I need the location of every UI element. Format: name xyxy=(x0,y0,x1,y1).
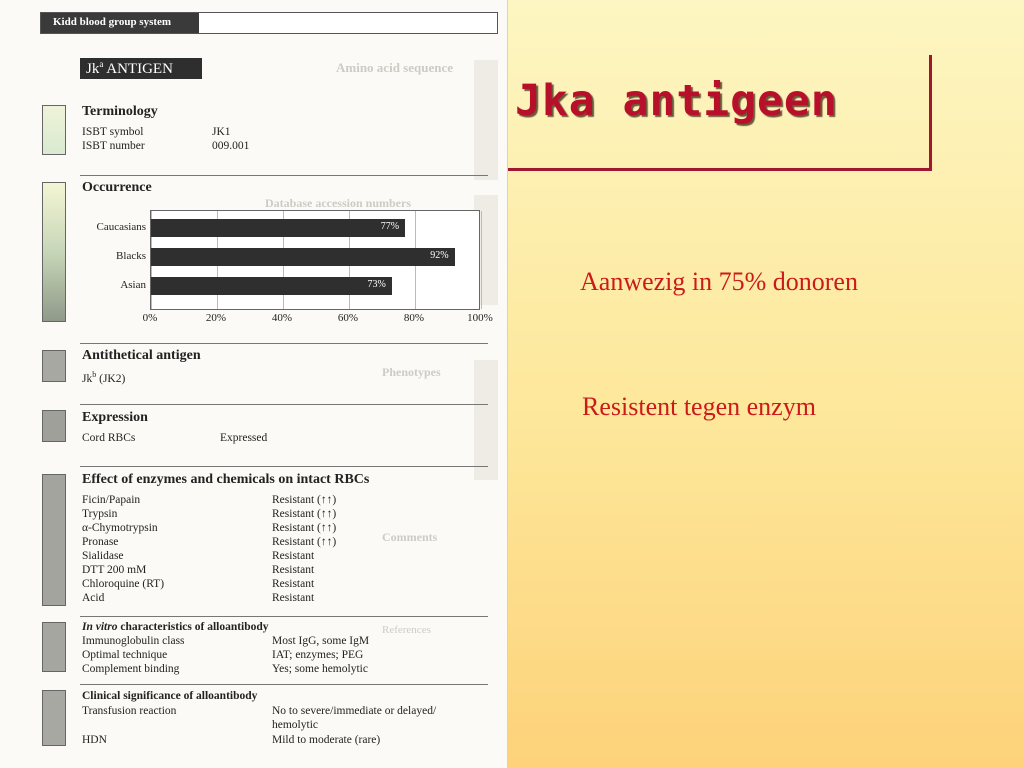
chapter-header xyxy=(40,12,498,34)
hdn-label: HDN xyxy=(82,734,107,746)
invitro-heading: In vitro characteristics of alloantibody xyxy=(82,621,269,633)
chart-gridline xyxy=(481,211,482,309)
divider xyxy=(80,466,488,467)
cord-rbcs-label: Cord RBCs xyxy=(82,432,136,444)
chart-category-label: Blacks xyxy=(116,250,146,262)
chart-tick-label: 100% xyxy=(467,312,493,324)
enzyme-row-value: Resistant (↑↑) xyxy=(272,536,337,548)
antithetical-heading: Antithetical antigen xyxy=(82,348,201,363)
divider xyxy=(80,175,488,176)
ghost-heading-5: References xyxy=(382,624,431,636)
antigen-title: Jk$^a$ ANTIGEN xyxy=(80,58,202,79)
enzyme-row-value: Resistant xyxy=(272,578,315,590)
invitro-row-label: Optimal technique xyxy=(82,649,168,661)
hdn-value: Mild to moderate (rare) xyxy=(272,734,381,746)
chart-tick-label: 40% xyxy=(271,312,293,324)
invitro-row-value: Most IgG, some IgM xyxy=(272,635,370,647)
chart-bar-value-label: 77% xyxy=(380,221,400,232)
clinical-heading: Clinical significance of alloantibody xyxy=(82,690,258,702)
side-marker xyxy=(42,622,66,672)
side-marker xyxy=(42,474,66,606)
divider xyxy=(80,684,488,685)
chart-tick-label: 60% xyxy=(337,312,359,324)
isbt-symbol-label: ISBT symbol xyxy=(82,126,144,138)
isbt-number-label: ISBT number xyxy=(82,140,145,152)
transfusion-value-cont: hemolytic xyxy=(272,719,318,731)
enzyme-row-value: Resistant (↑↑) xyxy=(272,522,337,534)
side-marker xyxy=(42,690,66,746)
invitro-row-label: Immunoglobulin class xyxy=(82,635,185,647)
chart-tick-label: 20% xyxy=(205,312,227,324)
transfusion-label: Transfusion reaction xyxy=(82,705,177,717)
divider xyxy=(80,404,488,405)
occurrence-heading: Occurrence xyxy=(82,180,152,195)
enzyme-row-value: Resistant xyxy=(272,550,315,562)
enzyme-row-label: α-Chymotrypsin xyxy=(82,522,158,534)
chart-bar xyxy=(151,219,405,237)
enzyme-row-label: Acid xyxy=(82,592,105,604)
side-marker xyxy=(42,182,66,322)
enzyme-row-value: Resistant (↑↑) xyxy=(272,508,337,520)
bullet-enzyme: Resistent tegen enzym xyxy=(582,392,816,421)
side-marker xyxy=(42,350,66,382)
divider xyxy=(80,616,488,617)
isbt-symbol-value: JK1 xyxy=(212,126,231,138)
side-marker xyxy=(42,105,66,155)
ghost-heading-1: Amino acid sequence xyxy=(336,60,453,75)
chart-bar-value-label: 92% xyxy=(430,250,449,261)
enzyme-row-label: Chloroquine (RT) xyxy=(82,578,165,590)
antithetical-value: Jk$^b$ (JK2) xyxy=(82,370,126,385)
chapter-header-label: Kidd blood group system xyxy=(41,13,199,33)
ghost-heading-4: Comments xyxy=(382,530,438,544)
enzyme-row-value: Resistant xyxy=(272,592,315,604)
divider xyxy=(80,343,488,344)
enzyme-row-label: Trypsin xyxy=(82,508,118,520)
chart-category-label: Caucasians xyxy=(96,221,146,233)
expression-heading: Expression xyxy=(82,410,148,425)
cord-rbcs-value: Expressed xyxy=(220,432,268,444)
chart-bar-value-label: 73% xyxy=(367,279,386,290)
slide-title: Jka antigeen xyxy=(515,76,838,126)
enzyme-row-label: Sialidase xyxy=(82,550,124,562)
enzymes-heading: Effect of enzymes and chemicals on intact RBCs xyxy=(82,472,370,487)
enzyme-row-label: DTT 200 mM xyxy=(82,564,147,576)
chart-category-label: Asian xyxy=(120,279,146,291)
transfusion-value: No to severe/immediate or delayed/ xyxy=(272,705,437,717)
invitro-row-label: Complement binding xyxy=(82,663,180,675)
enzyme-row-value: Resistant (↑↑) xyxy=(272,494,337,506)
scanned-page-image xyxy=(0,0,508,768)
terminology-heading: Terminology xyxy=(82,104,158,119)
chart-bar xyxy=(151,277,392,295)
invitro-row-value: IAT; enzymes; PEG xyxy=(272,649,364,661)
side-marker xyxy=(42,410,66,442)
chart-bar xyxy=(151,248,455,266)
enzyme-row-label: Ficin/Papain xyxy=(82,494,141,506)
ghost-heading-2: Database accession numbers xyxy=(265,196,411,210)
isbt-number-value: 009.001 xyxy=(212,140,250,152)
occurrence-chart xyxy=(150,210,480,310)
chart-tick-label: 0% xyxy=(142,312,158,324)
invitro-row-value: Yes; some hemolytic xyxy=(272,663,368,675)
bullet-occurrence: Aanwezig in 75% donoren xyxy=(580,267,858,296)
chart-tick-label: 80% xyxy=(403,312,425,324)
enzyme-row-value: Resistant xyxy=(272,564,315,576)
enzyme-row-label: Pronase xyxy=(82,536,119,548)
ghost-heading-3: Phenotypes xyxy=(382,365,441,379)
